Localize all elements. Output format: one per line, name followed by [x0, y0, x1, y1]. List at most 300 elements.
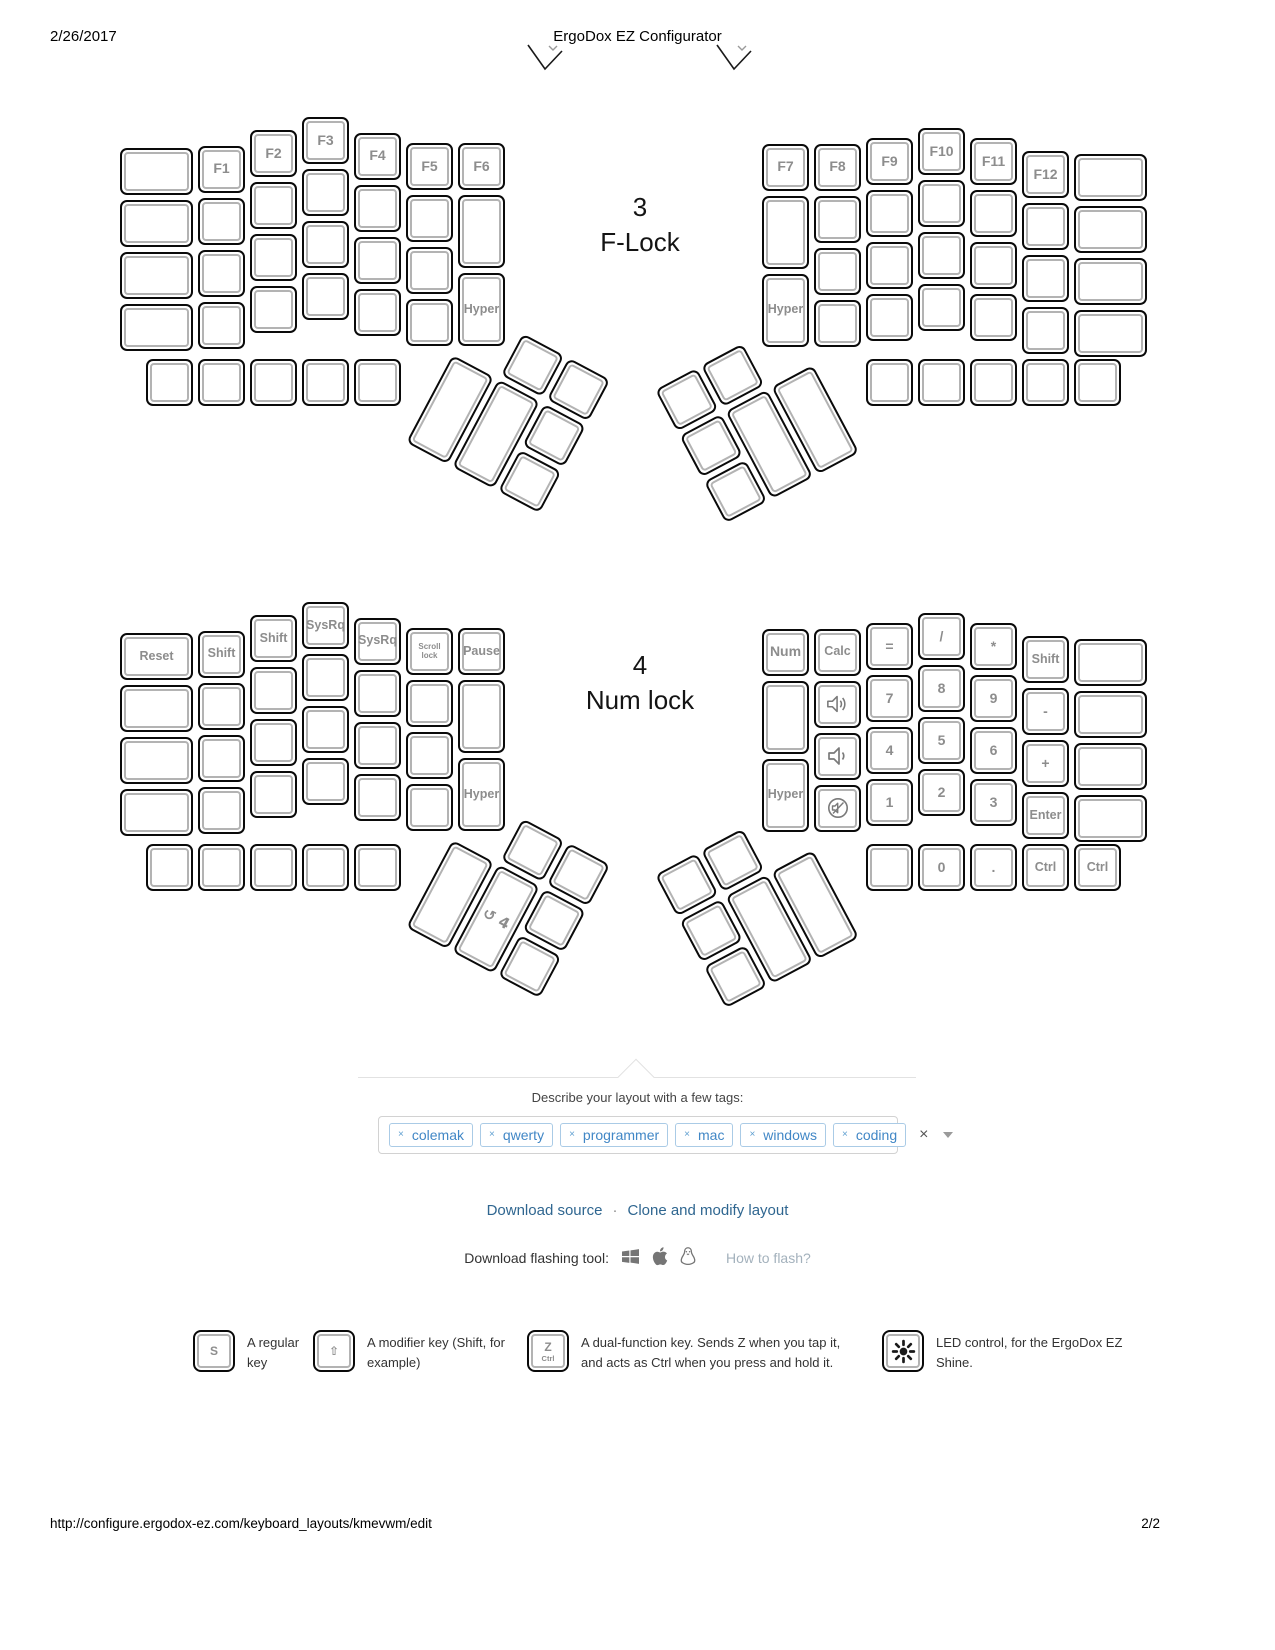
flash-label: Download flashing tool: — [464, 1250, 609, 1266]
key-blank[interactable] — [1074, 359, 1121, 406]
remove-tag-icon[interactable]: × — [569, 1129, 575, 1140]
keycap — [1026, 311, 1065, 350]
key-blank[interactable] — [970, 190, 1017, 237]
key-label: 3 — [989, 794, 998, 811]
keycap — [1078, 363, 1117, 402]
key-label: Ctrl — [1086, 860, 1109, 875]
keycap — [254, 671, 293, 710]
keycap — [202, 791, 241, 830]
key-blank[interactable] — [120, 252, 193, 299]
keycap — [503, 940, 556, 993]
keycap — [974, 679, 1013, 718]
legend-description: A modifier key (Shift, for example) — [367, 1335, 505, 1370]
key-blank[interactable] — [250, 182, 297, 229]
windows-icon[interactable] — [621, 1248, 640, 1268]
key-label: - — [1043, 703, 1048, 720]
keycap — [254, 290, 293, 329]
print-date: 2/26/2017 — [50, 28, 117, 45]
key-blank[interactable] — [1022, 255, 1069, 302]
key-blank[interactable] — [146, 844, 193, 891]
keycap — [410, 788, 449, 827]
keycap — [358, 726, 397, 765]
keycap — [1026, 207, 1065, 246]
keycap — [358, 674, 397, 713]
keycap — [503, 455, 556, 508]
key-blank[interactable] — [814, 196, 861, 243]
legend-key-s — [193, 1330, 235, 1372]
keycap — [685, 904, 738, 957]
key-blank[interactable] — [406, 784, 453, 831]
tag-chip-qwerty[interactable] — [480, 1123, 553, 1147]
key-blank[interactable] — [918, 284, 965, 331]
key-label: 2 — [937, 783, 946, 800]
key-blank[interactable] — [814, 300, 861, 347]
key-[interactable] — [970, 623, 1017, 670]
keycap — [358, 241, 397, 280]
layer-4-label: 4 Num lock — [585, 650, 695, 715]
keycap — [870, 298, 909, 337]
keycap — [124, 308, 189, 347]
keycap — [358, 622, 397, 661]
key-blank[interactable] — [198, 198, 245, 245]
keycap — [462, 277, 501, 342]
legend-description: A regular key — [247, 1335, 300, 1370]
keycap — [358, 137, 397, 176]
key-blank[interactable] — [354, 237, 401, 284]
keycap — [766, 278, 805, 343]
key-blank[interactable] — [302, 273, 349, 320]
key-f4[interactable] — [354, 133, 401, 180]
keycap — [974, 627, 1013, 666]
how-to-flash-link[interactable]: How to flash? — [725, 1250, 811, 1266]
key-blank[interactable] — [302, 169, 349, 216]
key-6[interactable] — [970, 727, 1017, 774]
keycap — [410, 736, 449, 775]
keycap — [462, 684, 501, 749]
legend-key- — [313, 1330, 355, 1372]
key-blank[interactable] — [918, 180, 965, 227]
key-blank[interactable] — [866, 190, 913, 237]
key-ctrl[interactable] — [1074, 844, 1121, 891]
key-blank[interactable] — [866, 844, 913, 891]
keycap — [1026, 363, 1065, 402]
key-calc[interactable] — [814, 629, 861, 676]
keycap — [818, 304, 857, 343]
key-blank[interactable] — [1074, 258, 1147, 305]
tags-caret-down-icon[interactable] — [943, 1132, 953, 1138]
key-small[interactable] — [406, 628, 453, 675]
footer-page-number: 2/2 — [1141, 1516, 1160, 1531]
key-blank[interactable] — [918, 359, 965, 406]
key-blank[interactable] — [1074, 691, 1147, 738]
keycap — [766, 200, 805, 265]
remove-tag-icon[interactable]: × — [749, 1129, 756, 1140]
keycap — [306, 848, 345, 887]
key-label: Calc — [824, 644, 851, 659]
key-blank[interactable] — [250, 359, 297, 406]
keycap — [766, 633, 805, 672]
key-label: SysRq — [306, 617, 345, 632]
key-label: 4 — [885, 742, 894, 759]
key-blank[interactable] — [354, 774, 401, 821]
key-label: + — [1041, 755, 1050, 772]
key-0[interactable] — [918, 844, 965, 891]
tag-chip-programmer[interactable] — [560, 1123, 668, 1147]
key-label: 9 — [989, 690, 998, 707]
key-blank[interactable] — [458, 195, 505, 268]
key-blank[interactable] — [120, 200, 193, 247]
key-blank[interactable] — [250, 844, 297, 891]
dropdown-chevron-icon[interactable] — [716, 44, 752, 77]
keycap — [922, 236, 961, 275]
key-blank[interactable] — [1022, 203, 1069, 250]
keycap — [358, 363, 397, 402]
keycap — [870, 679, 909, 718]
key-label: SysRq — [358, 633, 397, 648]
keycap — [818, 789, 857, 828]
key-f2[interactable] — [250, 130, 297, 177]
keycap — [124, 793, 189, 832]
keycap — [706, 349, 759, 402]
clone-layout-link[interactable]: Clone and modify layout — [627, 1202, 789, 1219]
tag-chip-coding[interactable] — [833, 1123, 906, 1147]
remove-tag-icon[interactable]: × — [398, 1129, 404, 1140]
key-blank[interactable] — [354, 844, 401, 891]
keycap — [150, 363, 189, 402]
key-blank[interactable] — [250, 286, 297, 333]
keycap — [870, 627, 909, 666]
keycap — [818, 685, 857, 724]
key-blank[interactable] — [406, 680, 453, 727]
keycap — [660, 373, 713, 426]
keycap — [410, 303, 449, 342]
key-label: F3 — [317, 131, 334, 148]
key-shift[interactable] — [250, 615, 297, 662]
key-label: . — [991, 859, 996, 876]
key-blank[interactable] — [302, 844, 349, 891]
dropdown-chevron-icon[interactable] — [527, 44, 563, 77]
key-blank[interactable] — [970, 359, 1017, 406]
key-label: F5 — [421, 157, 438, 174]
key-blank[interactable] — [250, 234, 297, 281]
key-blank[interactable] — [406, 732, 453, 779]
keycap — [1078, 848, 1117, 887]
key-blank[interactable] — [198, 250, 245, 297]
keycap — [709, 465, 762, 518]
key-blank[interactable] — [302, 221, 349, 268]
keycap — [506, 339, 559, 392]
key-reset[interactable] — [120, 633, 193, 680]
keycap — [306, 762, 345, 801]
keycap — [685, 419, 738, 472]
keycap — [202, 306, 241, 345]
key-blank[interactable] — [458, 680, 505, 753]
keycap — [462, 199, 501, 264]
key-label: Reset — [139, 648, 174, 663]
keycap — [1078, 158, 1143, 197]
key-blank[interactable] — [120, 304, 193, 351]
key-[interactable] — [1022, 740, 1069, 787]
keycap — [818, 633, 857, 672]
tags-prompt: Describe your layout with a few tags: — [531, 1090, 744, 1105]
keycap — [528, 894, 581, 947]
keycap — [410, 684, 449, 723]
tag-chip-windows[interactable] — [740, 1123, 826, 1147]
remove-tag-icon[interactable]: × — [842, 1129, 848, 1140]
key-label: Hyper — [767, 787, 804, 802]
keycap — [254, 134, 293, 173]
keycap — [922, 773, 961, 812]
keycap — [1078, 210, 1143, 249]
keycap — [1026, 640, 1065, 679]
key-blank[interactable] — [302, 654, 349, 701]
keycap — [660, 858, 713, 911]
keycap — [922, 669, 961, 708]
key-blank[interactable] — [198, 787, 245, 834]
key-hyper[interactable] — [458, 273, 505, 346]
key-blank[interactable] — [1074, 206, 1147, 253]
key-f6[interactable] — [458, 143, 505, 190]
key-blank[interactable] — [866, 242, 913, 289]
clear-tags-icon[interactable]: × — [919, 1126, 929, 1143]
keycap — [531, 1334, 565, 1368]
key-blank[interactable] — [1074, 795, 1147, 842]
key-volume-mute[interactable] — [814, 785, 861, 832]
keycap — [974, 298, 1013, 337]
key-label: F10 — [929, 142, 954, 159]
key-[interactable] — [1022, 688, 1069, 735]
key-blank[interactable] — [406, 247, 453, 294]
keycap — [922, 184, 961, 223]
keycap — [870, 783, 909, 822]
key-label: Hyper — [767, 302, 804, 317]
key-pause[interactable] — [458, 628, 505, 675]
key-volume-up[interactable] — [814, 681, 861, 728]
keycap — [462, 147, 501, 186]
key-blank[interactable] — [120, 148, 193, 195]
key-label: F2 — [265, 144, 282, 161]
legend-description: LED control, for the ErgoDox EZ Shine. — [936, 1335, 1123, 1370]
key-label: * — [990, 638, 997, 655]
key-blank[interactable] — [1074, 639, 1147, 686]
key-blank[interactable] — [814, 248, 861, 295]
key-blank[interactable] — [354, 670, 401, 717]
key-f11[interactable] — [970, 138, 1017, 185]
key-blank[interactable] — [198, 844, 245, 891]
key-blank[interactable] — [302, 706, 349, 753]
legend-item-4 — [882, 1330, 1131, 1373]
linux-icon[interactable] — [680, 1247, 696, 1269]
key-blank[interactable] — [866, 294, 913, 341]
keycap — [202, 254, 241, 293]
keycap — [552, 363, 605, 416]
key-blank[interactable] — [354, 722, 401, 769]
key-f12[interactable] — [1022, 151, 1069, 198]
key-label: 5 — [937, 731, 946, 748]
links-row — [0, 1202, 1275, 1219]
volume-down-icon — [827, 746, 849, 766]
key-1[interactable] — [866, 779, 913, 826]
keycap — [1078, 799, 1143, 838]
keycap — [358, 293, 397, 332]
keycap — [1078, 643, 1143, 682]
key-5[interactable] — [918, 717, 965, 764]
keycap — [254, 363, 293, 402]
key-sysrq[interactable] — [354, 618, 401, 665]
key-blank[interactable] — [120, 737, 193, 784]
key-label: 0 — [937, 859, 946, 876]
key-blank[interactable] — [354, 289, 401, 336]
keycap — [1026, 692, 1065, 731]
keycap — [974, 246, 1013, 285]
key-[interactable] — [866, 623, 913, 670]
key-label: Ctrl — [1034, 860, 1057, 875]
key-blank[interactable] — [198, 359, 245, 406]
keycap — [202, 150, 241, 189]
key-blank[interactable] — [762, 681, 809, 754]
layer-3-label: 3 F-Lock — [600, 192, 680, 257]
key-blank[interactable] — [970, 294, 1017, 341]
legend-item-3 — [527, 1330, 846, 1373]
tag-chip-colemak[interactable] — [389, 1123, 473, 1147]
key-f3[interactable] — [302, 117, 349, 164]
keycap — [202, 739, 241, 778]
key-blank[interactable] — [1074, 743, 1147, 790]
keycap — [1078, 262, 1143, 301]
key-enter[interactable] — [1022, 792, 1069, 839]
keycap — [1026, 848, 1065, 887]
tag-label: windows — [763, 1127, 817, 1143]
keycap — [254, 619, 293, 658]
keycap — [202, 848, 241, 887]
key-blank[interactable] — [866, 359, 913, 406]
key-blank[interactable] — [250, 771, 297, 818]
key-f10[interactable] — [918, 128, 965, 175]
keycap — [124, 741, 189, 780]
keycap — [124, 204, 189, 243]
key-blank[interactable] — [250, 719, 297, 766]
key-blank[interactable] — [198, 302, 245, 349]
key-volume-down[interactable] — [814, 733, 861, 780]
key-hyper[interactable] — [762, 274, 809, 347]
key-blank[interactable] — [354, 359, 401, 406]
key-f7[interactable] — [762, 144, 809, 191]
key-blank[interactable] — [250, 667, 297, 714]
remove-tag-icon[interactable]: × — [488, 1129, 495, 1140]
key-shift[interactable] — [1022, 636, 1069, 683]
key-9[interactable] — [970, 675, 1017, 722]
key-[interactable] — [918, 613, 965, 660]
key-num[interactable] — [762, 629, 809, 676]
key-blank[interactable] — [302, 758, 349, 805]
key-f9[interactable] — [866, 138, 913, 185]
key-hyper[interactable] — [458, 758, 505, 831]
key-blank[interactable] — [406, 299, 453, 346]
key-blank[interactable] — [146, 359, 193, 406]
tags-input[interactable] — [378, 1116, 929, 1154]
keycap — [306, 363, 345, 402]
keycap — [1026, 796, 1065, 835]
keycap — [870, 848, 909, 887]
key-blank[interactable] — [302, 359, 349, 406]
tag-label: qwerty — [502, 1127, 545, 1143]
key-4[interactable] — [866, 727, 913, 774]
key-blank[interactable] — [354, 185, 401, 232]
key-blank[interactable] — [918, 232, 965, 279]
key-shift[interactable] — [198, 631, 245, 678]
key-label: F1 — [213, 160, 230, 177]
key-label: = — [885, 638, 894, 655]
page-title: ErgoDox EZ Configurator — [553, 28, 722, 45]
keycap — [1078, 314, 1143, 353]
key-label: 7 — [885, 690, 894, 707]
key-f1[interactable] — [198, 146, 245, 193]
key-blank[interactable] — [120, 789, 193, 836]
key-blank[interactable] — [406, 195, 453, 242]
keycap — [886, 1334, 920, 1368]
download-source-link[interactable]: Download source — [486, 1202, 603, 1219]
keycap — [358, 778, 397, 817]
keycap — [124, 637, 189, 676]
key-[interactable] — [970, 844, 1017, 891]
key-sysrq[interactable] — [302, 602, 349, 649]
key-8[interactable] — [918, 665, 965, 712]
keycap — [506, 824, 559, 877]
key-label: F4 — [369, 147, 386, 164]
volume-up-icon — [826, 694, 850, 714]
keycap — [974, 142, 1013, 181]
key-blank[interactable] — [198, 735, 245, 782]
legend-key-sublabel: Ctrl — [541, 1353, 555, 1363]
keycap — [870, 246, 909, 285]
key-blank[interactable] — [1074, 310, 1147, 357]
keycap — [1078, 747, 1143, 786]
keycap — [922, 132, 961, 171]
keycap — [462, 762, 501, 827]
keycap — [974, 848, 1013, 887]
tag-label: coding — [855, 1127, 898, 1143]
keycap — [124, 152, 189, 191]
key-label: / — [939, 627, 944, 644]
keycap — [818, 148, 857, 187]
key-ctrl[interactable] — [1022, 844, 1069, 891]
keycap — [254, 238, 293, 277]
key-blank[interactable] — [1022, 307, 1069, 354]
keycap — [922, 363, 961, 402]
key-2[interactable] — [918, 769, 965, 816]
key-blank[interactable] — [198, 683, 245, 730]
key-blank[interactable] — [1022, 359, 1069, 406]
key-blank[interactable] — [120, 685, 193, 732]
key-hyper[interactable] — [762, 759, 809, 832]
key-f5[interactable] — [406, 143, 453, 190]
keycap — [974, 731, 1013, 770]
tag-chip-mac[interactable] — [675, 1123, 733, 1147]
key-label: F11 — [981, 153, 1006, 170]
key-blank[interactable] — [1074, 154, 1147, 201]
legend-key-z — [527, 1330, 569, 1372]
keycap — [818, 737, 857, 776]
tag-label: mac — [698, 1127, 725, 1143]
keycap — [202, 687, 241, 726]
apple-icon[interactable] — [651, 1246, 669, 1270]
key-7[interactable] — [866, 675, 913, 722]
key-f8[interactable] — [814, 144, 861, 191]
key-blank[interactable] — [762, 196, 809, 269]
remove-tag-icon[interactable]: × — [684, 1129, 690, 1140]
key-3[interactable] — [970, 779, 1017, 826]
key-blank[interactable] — [970, 242, 1017, 289]
